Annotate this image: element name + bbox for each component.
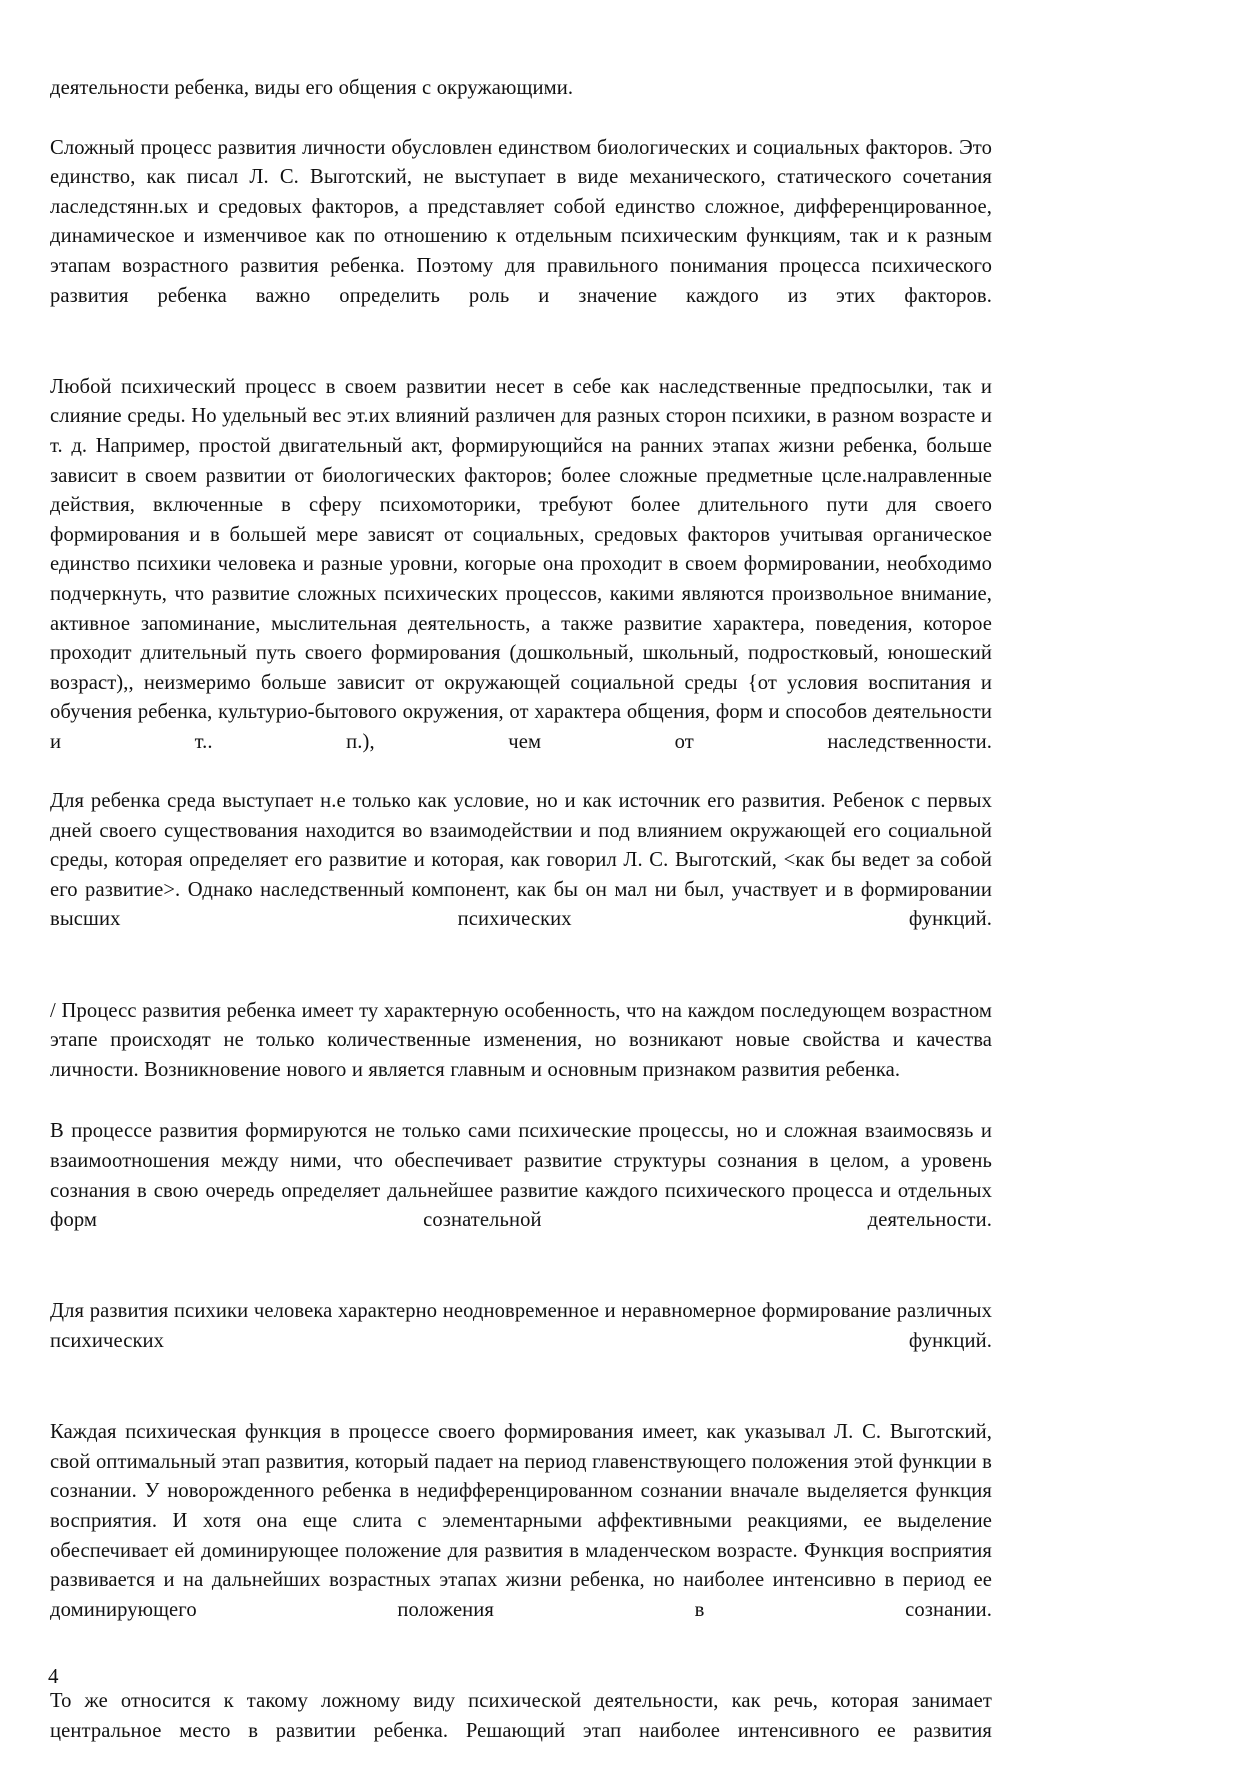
paragraph-4: Для ребенка среда выступает н.е только как условие, но и как источник его развития. Ребенок с первых дней своего существования находится во взаимодействии и под влиянием окружающей его социальной среды, которая определяет его развитие и которая, как говорил Л. С. Выготский, <как бы ведет за собой его развитие>. Однако наследственный компонент, как бы он мал ни был, участвует и в формировании высших психических функций.	[50, 790, 992, 931]
text-column	[50, 74, 992, 1776]
paragraph-9: То же относится к такому ложному виду психической деятельности, как речь, которая занимает центральное место в развитии ребенка. Решающий этап наиболее интенсивного ее развития	[50, 1689, 992, 1742]
paragraph-7: Для развития психики человека характерно неодновременное и неравномерное формирование различных психических функций.	[50, 1300, 992, 1352]
paragraph-6: В процессе развития формируются не только сами психические процессы, но и сложная взаимосвязь и взаимоотношения между ними, что обеспечивает развитие структуры сознания в целом, а уровень сознания в свою очередь определяет дальнейшее развитие каждого психического процесса и отдельных форм сознательной деятельности.	[50, 1120, 992, 1232]
paragraph-8: Каждая психическая функция в процессе своего формирования имеет, как указывал Л. С. Выготский, свой оптимальный этап развития, который падает на период главенствующего положения этой функции в сознании. У новорожденного ребенка в недифференцированном сознании вначале выделяется функция восприятия. И хотя она еще слита с элементарными аффективными реакциями, ее выделение обеспечивает ей доминирующее положение для развития в младенческом возрасте. Функция восприятия развивается и на дальнейших возрастных этапах жизни ребенка, но наиболее интенсивно в период ее доминирующего положения в сознании.	[50, 1421, 992, 1621]
paragraph-1: деятельности ребенка, виды его общения с окружающими.	[50, 77, 574, 99]
paragraph-spacer	[50, 965, 992, 997]
paragraph-spacer	[50, 1655, 992, 1687]
page-number: 4	[48, 1664, 59, 1688]
paragraph-spacer	[50, 1085, 992, 1117]
paragraph-3: Любой психический процесс в своем развитии несет в себе как наследственные предпосылки, так и слияние среды. Но удельный вес эт.их влияний различен для разных сторон психики, в разном возрасте и т. д. Например, простой двигательный акт, формирующийся на ранних этапах жизни ребенка, больше зависит в своем развитии от биологических факторов; более сложные предметные цсле.налравленные действия, включенные в сферу психомоторики, требуют более длительного пути для своего формирования и в большей мере зависят от социальных, средовых факторов учитывая органическое единство психики человека и разные уровни, когорые она проходит в своем формировании, необходимо подчеркнуть, что развитие сложных психических процессов, какими являются произвольное внимание, активное запоминание, мыслительная деятельность, а также развитие характера, поведения, которое проходит длительный путь своего формирования (дошкольный, школьный, подростковый, юношеский возраст),, неизмеримо больше зависит от окружающей социальной среды {от условия воспитания и обучения ребенка, культурио-бытового окружения, от характера общения, форм и способов деятельности и т.. п.), чем от наследственности.	[50, 375, 992, 753]
paragraph-5: / Процесс развития ребенка имеет ту характерную особенность, что на каждом последующем возрастном этапе происходят не только количественные изменения, но возникают новые свойства и качества личности. Возникновение нового и является главным и основным признаком развития ребенка.	[50, 999, 992, 1081]
paragraph-spacer	[50, 1265, 992, 1297]
paragraph-spacer	[50, 341, 992, 373]
paragraph-spacer	[50, 104, 992, 134]
paragraph-2: Сложный процесс развития личности обусловлен единством биологических и социальных факторов. Это единство, как писал Л. С. Выготский, не выступает в виде механического, статического сочетания ласледстянн.ых и средовых факторов, а представляет собой единство сложное, дифференцированное, динамическое и изменчивое как по отношению к отдельным психическим функциям, так и к разным этапам возрастного развития ребенка. Поэтому для правильного понимания процесса психического развития ребенка важно определить роль и значение каждого из этих факторов.	[50, 136, 992, 307]
paragraph-spacer	[50, 1386, 992, 1418]
